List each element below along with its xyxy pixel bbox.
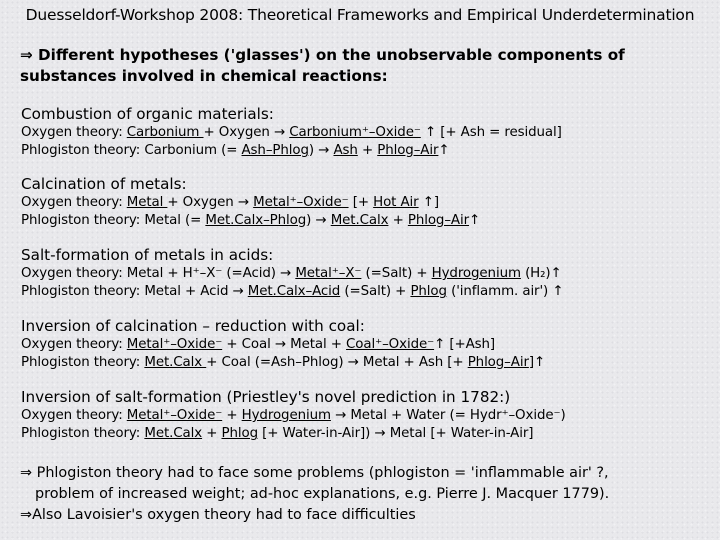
conclusion [20, 463, 720, 526]
intro-line-2: substances involved in chemical reactions: [20, 67, 388, 85]
oxygen-theory-line: Oxygen theory: Metal⁺–Oxide⁻ + Coal → Metal + Coal⁺–Oxide⁻↑ [+Ash] [21, 337, 496, 352]
phlogiston-theory-line: Phlogiston theory: Metal + Acid → Met.Calx–Acid (=Salt) + Phlog ('inflamm. air') ↑ [21, 284, 564, 299]
section-salt-formation [21, 245, 563, 301]
phlogiston-theory-line: Phlogiston theory: Met.Calx + Coal (=Ash–Phlog) → Metal + Ash [+ Phlog–Air]↑ [21, 355, 546, 370]
section-heading: Inversion of salt-formation (Priestley's novel prediction in 1782:) [21, 388, 511, 406]
oxygen-theory-line: Oxygen theory: Carbonium + Oxygen → Carbonium⁺–Oxide⁻ ↑ [+ Ash = residual] [21, 125, 562, 140]
section-calcination [21, 174, 480, 230]
intro-statement [20, 45, 710, 87]
section-heading: Calcination of metals: [21, 175, 187, 193]
conclusion-line-3: ⇒Also Lavoisier's oxygen theory had to face difficulties [20, 507, 416, 523]
section-inversion-salt-formation [21, 387, 566, 443]
section-heading: Combustion of organic materials: [21, 105, 274, 123]
section-heading: Inversion of calcination – reduction with coal: [21, 317, 365, 335]
oxygen-theory-line: Oxygen theory: Metal + Oxygen → Metal⁺–Oxide⁻ [+ Hot Air ↑] [21, 195, 439, 210]
implies-arrow-icon: ⇒ [20, 507, 33, 523]
conclusion-line-1: ⇒ Phlogiston theory had to face some problems (phlogiston = 'inflammable air' ?, [20, 465, 609, 481]
implies-arrow-icon: ⇒ [20, 465, 33, 481]
phlogiston-theory-line: Phlogiston theory: Met.Calx + Phlog [+ Water-in-Air]) → Metal [+ Water-in-Air] [21, 426, 534, 441]
section-heading: Salt-formation of metals in acids: [21, 246, 274, 264]
phlogiston-theory-line: Phlogiston theory: Carbonium (= Ash–Phlog) → Ash + Phlog–Air↑ [21, 143, 450, 158]
slide-title: Duesseldorf-Workshop 2008: Theoretical Frameworks and Empirical Underdetermination [25, 6, 695, 24]
phlogiston-theory-line: Phlogiston theory: Metal (= Met.Calx–Phlog) → Met.Calx + Phlog–Air↑ [21, 213, 481, 228]
section-combustion [21, 104, 562, 160]
oxygen-theory-line: Oxygen theory: Metal⁺–Oxide⁻ + Hydrogenium → Metal + Water (= Hydr⁺–Oxide⁻) [21, 408, 566, 423]
intro-line-1: ⇒ Different hypotheses ('glasses') on the unobservable components of [20, 46, 625, 64]
section-inversion-calcination [21, 316, 545, 372]
oxygen-theory-line: Oxygen theory: Metal + H⁺–X⁻ (=Acid) → Metal⁺–X⁻ (=Salt) + Hydrogenium (H₂)↑ [21, 266, 562, 281]
implies-arrow-icon: ⇒ [20, 46, 33, 64]
conclusion-line-2: problem of increased weight; ad-hoc explanations, e.g. Pierre J. Macquer 1779). [35, 486, 610, 502]
